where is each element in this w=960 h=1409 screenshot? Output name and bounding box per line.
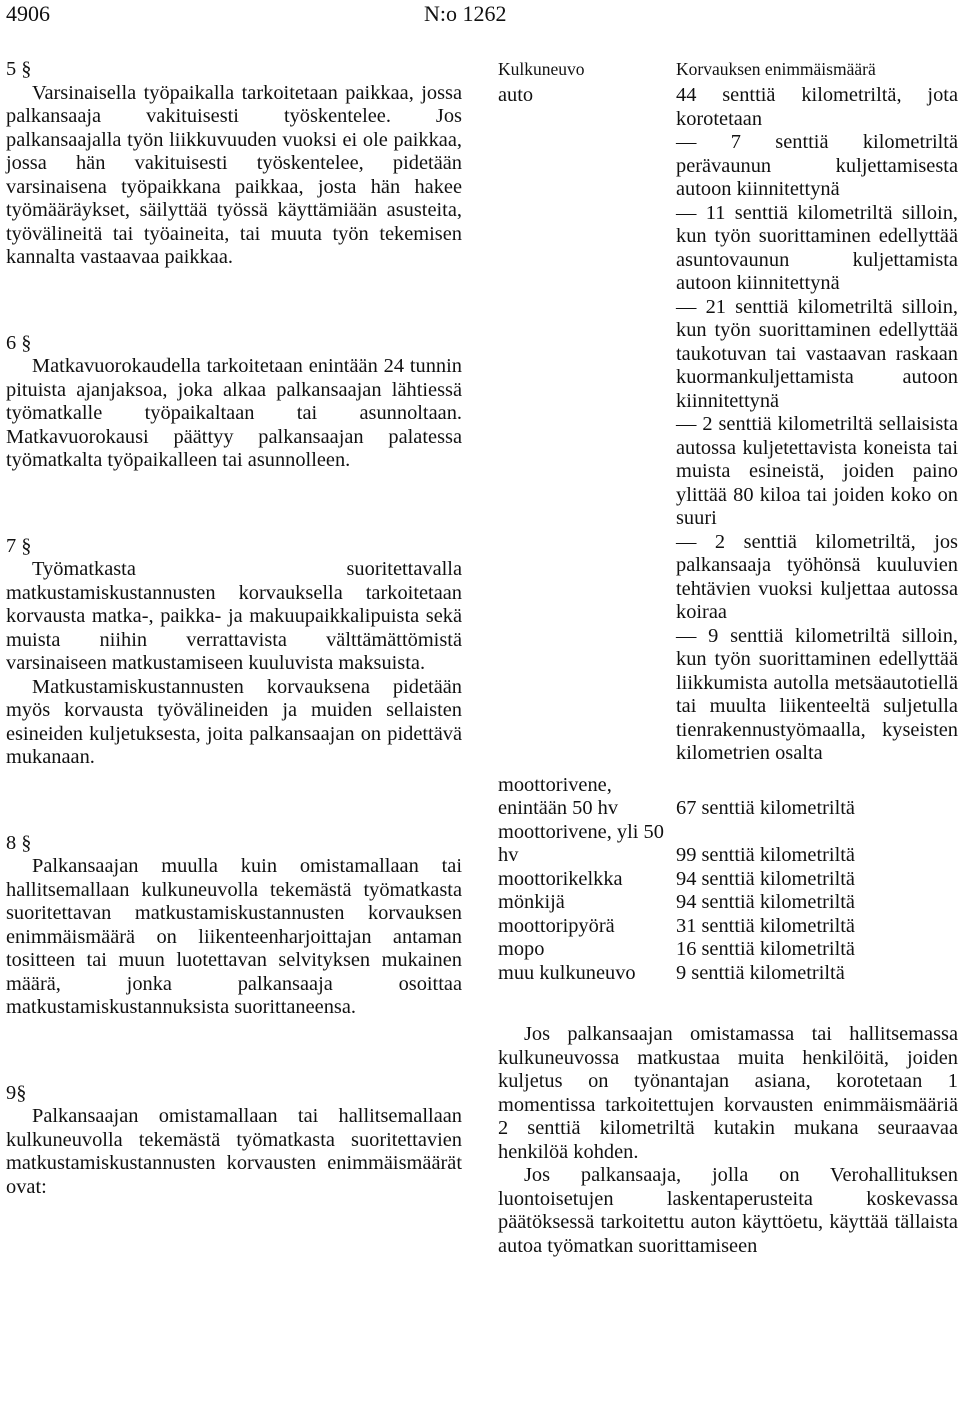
paragraph-passengers: Jos palkansaajan omistamassa tai hallitsemassa kulkuneuvossa matkustaa muita henkilöitä, joiden kuljetus on työnantajan asiana, korotetaan 1 momentissa tarkoitettujen korvausten enimmäismääriä 2 senttiä kilometriltä kutakin mukana seuraavaa henkilöä kohden. bbox=[498, 1023, 958, 1163]
section-8-number: 8 § bbox=[6, 831, 32, 854]
vehicle-cell: moottorikelkka bbox=[498, 867, 623, 890]
vehicle-cell: moottorivene, yli 50 hv bbox=[498, 820, 664, 866]
auto-addition: — 9 senttiä kilometriltä silloin, kun työn suorittaminen edellyttää liikkumista autolla metsäautotiellä tai muulta liikenteeltä suljetulla tienrakennustyömaalla, kyseisten kilometrien osalta bbox=[676, 624, 958, 764]
page-header bbox=[6, 0, 956, 30]
left-column bbox=[6, 58, 462, 1199]
amount-cell: 99 senttiä kilometriltä bbox=[676, 844, 855, 866]
auto-addition: — 2 senttiä kilometriltä, jos palkansaaja työhönsä kuuluvien tehtävien vuoksi kuljettaa autossa koiraa bbox=[676, 530, 958, 623]
amount-cell: 67 senttiä kilometriltä bbox=[676, 797, 855, 819]
auto-addition: — 11 senttiä kilometriltä silloin, kun työn suorittaminen edellyttää asuntovaunun kuljettamista autoon kiinnitettynä bbox=[676, 201, 958, 294]
amount-cell: 9 senttiä kilometriltä bbox=[676, 961, 845, 984]
vehicle-cell: moottorivene, enintään 50 hv bbox=[498, 773, 619, 819]
vehicle-cell: mönkijä bbox=[498, 891, 565, 913]
auto-base-rate: 44 senttiä kilometriltä, jota korotetaan bbox=[676, 84, 958, 130]
section-6-number: 6 § bbox=[6, 331, 32, 354]
section-9-text: Palkansaajan omistamallaan tai hallitsemallaan kulkuneuvolla tekemästä työmatkasta suoritettavien matkustamiskustannusten korvausten enimmäismäärät ovat: bbox=[6, 1105, 462, 1198]
section-7-paragraph-1: Työmatkasta suoritettavalla matkustamiskustannusten korvauksella tarkoitetaan korvausta matka-, paikka- ja makuupaikkalipuista sekä muista niihin verrattavista välttämättömistä varsinaiseen matkustamiseen kuuluvista maksuista. bbox=[6, 558, 462, 674]
table-row bbox=[498, 868, 958, 892]
section-9-number: 9§ bbox=[6, 1081, 27, 1104]
auto-addition: — 7 senttiä kilometriltä perävaunun kuljettamisesta autoon kiinnitettynä bbox=[676, 131, 958, 200]
auto-addition: — 21 senttiä kilometriltä silloin, kun työn suorittaminen edellyttää taukotuvan tai vastaavan raskaan kuormankuljettamista autoon kiinnitettynä bbox=[676, 295, 958, 412]
table-row-auto bbox=[498, 84, 958, 766]
amount-cell: 31 senttiä kilometriltä bbox=[676, 914, 855, 937]
vehicle-cell: mopo bbox=[498, 938, 545, 960]
table-row bbox=[498, 962, 958, 986]
vehicle-cell: auto bbox=[498, 84, 534, 106]
section-7-number: 7 § bbox=[6, 534, 32, 557]
compensation-cell bbox=[676, 84, 958, 766]
column-header-compensation: Korvauksen enimmäismäärä bbox=[676, 59, 876, 79]
page-number: 4906 bbox=[6, 1, 50, 26]
issue-number: N:o 1262 bbox=[424, 1, 507, 26]
vehicle-cell: muu kulkuneuvo bbox=[498, 961, 636, 984]
table-header bbox=[498, 58, 958, 84]
right-column bbox=[498, 58, 958, 1258]
amount-cell: 94 senttiä kilometriltä bbox=[676, 891, 855, 913]
table-row bbox=[498, 774, 958, 821]
table-row bbox=[498, 915, 958, 939]
table-row bbox=[498, 821, 958, 868]
table-row bbox=[498, 938, 958, 962]
vehicle-cell: moottoripyörä bbox=[498, 914, 615, 937]
section-5-number: 5 § bbox=[6, 58, 32, 80]
amount-cell: 94 senttiä kilometriltä bbox=[676, 867, 855, 890]
column-header-vehicle: Kulkuneuvo bbox=[498, 59, 585, 79]
amount-cell: 16 senttiä kilometriltä bbox=[676, 938, 855, 960]
table-row bbox=[498, 891, 958, 915]
section-6-text: Matkavuorokaudella tarkoitetaan enintään 24 tunnin pituista ajanjaksoa, joka alkaa palkansaajan lähtiessä työmatkalle työpaikaltaan tai asunnoltaan. Matkavuorokausi päättyy palkansaajan palatessa työmatkalta työpaikalleen tai asunnolleen. bbox=[6, 355, 462, 471]
section-8-text: Palkansaajan muulla kuin omistamallaan tai hallitsemallaan kulkuneuvolla tekemästä työmatkasta suoritettavan matkustamiskustannusten korvauksen enimmäismäärä on liikenteenharjoittajan antaman tositteen tai muun luotettavan selvityksen mukainen määrä, jonka palkansaaja osoittaa matkustamiskustannuksista suorittaneensa. bbox=[6, 855, 462, 1018]
table-rows bbox=[498, 774, 958, 986]
section-5-text: Varsinaisella työpaikalla tarkoitetaan paikkaa, jossa palkansaaja vakituisesti työskentelee. Jos palkansaajalla työn liikkuvuuden vuoksi ei ole paikkaa, jossa hän vakituisesti työskentelee, pidetään varsinaisena työpaikkana paikkaa, josta hän hakee työmääräykset, säilyttää työssä käyttämiään asusteita, työvälineitä tai työaineita, tai muuta työn tekemisen kannalta vastaavaa paikkaa. bbox=[6, 81, 462, 268]
section-7-paragraph-2: Matkustamiskustannusten korvauksena pidetään myös korvausta työvälineiden ja muiden sellaisten esineiden kuljetuksesta, joita palkansaajan on pidettävä mukanaan. bbox=[6, 675, 462, 768]
auto-addition: — 2 senttiä kilometriltä sellaisista autossa kuljetettavista koneista tai muista esineistä, joiden paino ylittää 80 kiloa tai joiden koko on suuri bbox=[676, 413, 958, 529]
paragraph-car-benefit: Jos palkansaaja, jolla on Verohallituksen luontoisetujen laskentaperusteita koskevassa päätöksessä tarkoitettu auton käyttöetu, käyttää tällaista autoa työmatkan suorittamiseen bbox=[498, 1164, 958, 1257]
